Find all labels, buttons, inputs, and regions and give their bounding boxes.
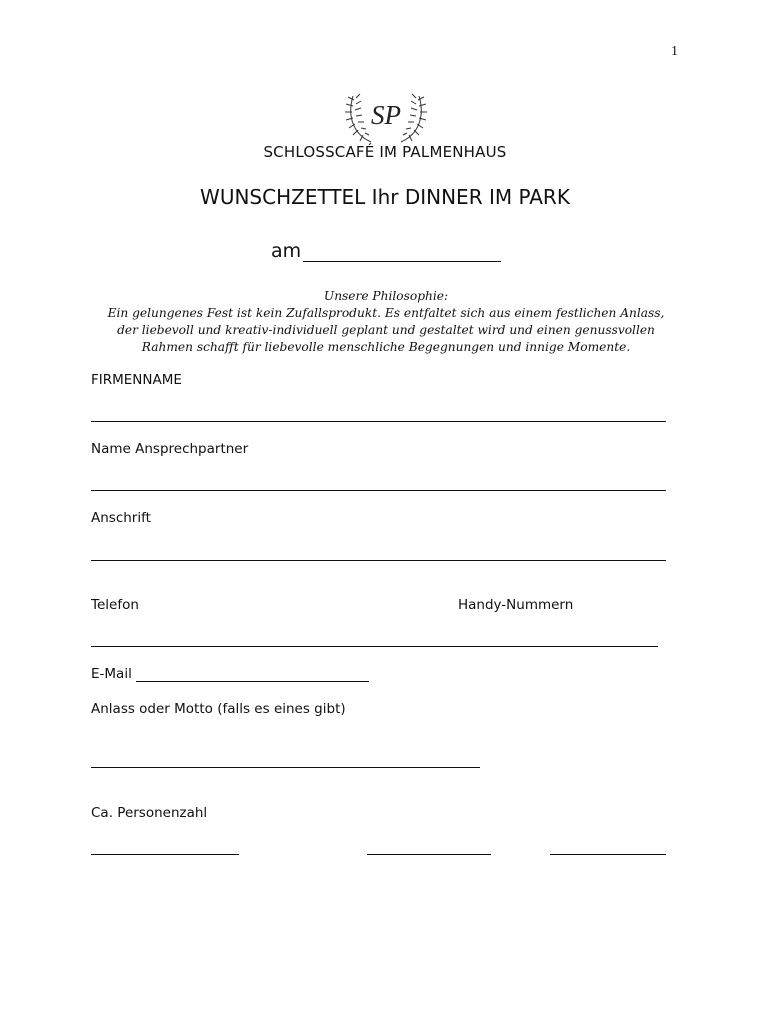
phone-line[interactable] — [91, 646, 658, 647]
email-field[interactable] — [91, 666, 369, 682]
email-label: E-Mail — [91, 666, 132, 682]
logo-monogram: SP — [371, 100, 401, 130]
occasion-label: Anlass oder Motto (falls es eines gibt) — [91, 701, 346, 717]
contact-label: Name Ansprechpartner — [91, 441, 249, 457]
philosophy-text: Ein gelungenes Fest ist kein Zufallsprodukt. Es entfaltet sich aus einem festlichen Anlass, der liebevoll und kreativ-individuell geplant und gestaltet wird und einen genussvollen Rahmen schafft für liebevolle menschliche Begegnungen und innige Momente. — [107, 306, 665, 354]
address-label: Anschrift — [91, 510, 151, 526]
guests-label: Ca. Personenzahl — [91, 805, 208, 821]
form-title: WUNSCHZETTEL Ihr DINNER IM PARK — [200, 185, 570, 209]
philosophy-heading: Unsere Philosophie: — [323, 289, 449, 303]
brand-name: SCHLOSSCAFÉ IM PALMENHAUS — [263, 143, 507, 161]
contact-line[interactable] — [91, 490, 666, 491]
date-blank[interactable] — [303, 243, 501, 262]
sp-logo — [341, 86, 431, 146]
guests-line-1[interactable] — [91, 854, 239, 855]
company-line[interactable] — [91, 421, 666, 422]
page-number: 1 — [671, 44, 678, 59]
phone-label: Telefon — [91, 597, 139, 613]
address-line[interactable] — [91, 560, 666, 561]
date-field[interactable] — [271, 240, 501, 262]
date-label: am — [271, 240, 302, 262]
guests-line-2[interactable] — [367, 854, 491, 855]
occasion-line[interactable] — [91, 767, 480, 768]
guests-line-3[interactable] — [550, 854, 666, 855]
philosophy — [96, 288, 676, 356]
mobile-label: Handy-Nummern — [458, 597, 574, 613]
email-blank[interactable] — [136, 667, 369, 682]
company-label: FIRMENNAME — [91, 372, 182, 388]
